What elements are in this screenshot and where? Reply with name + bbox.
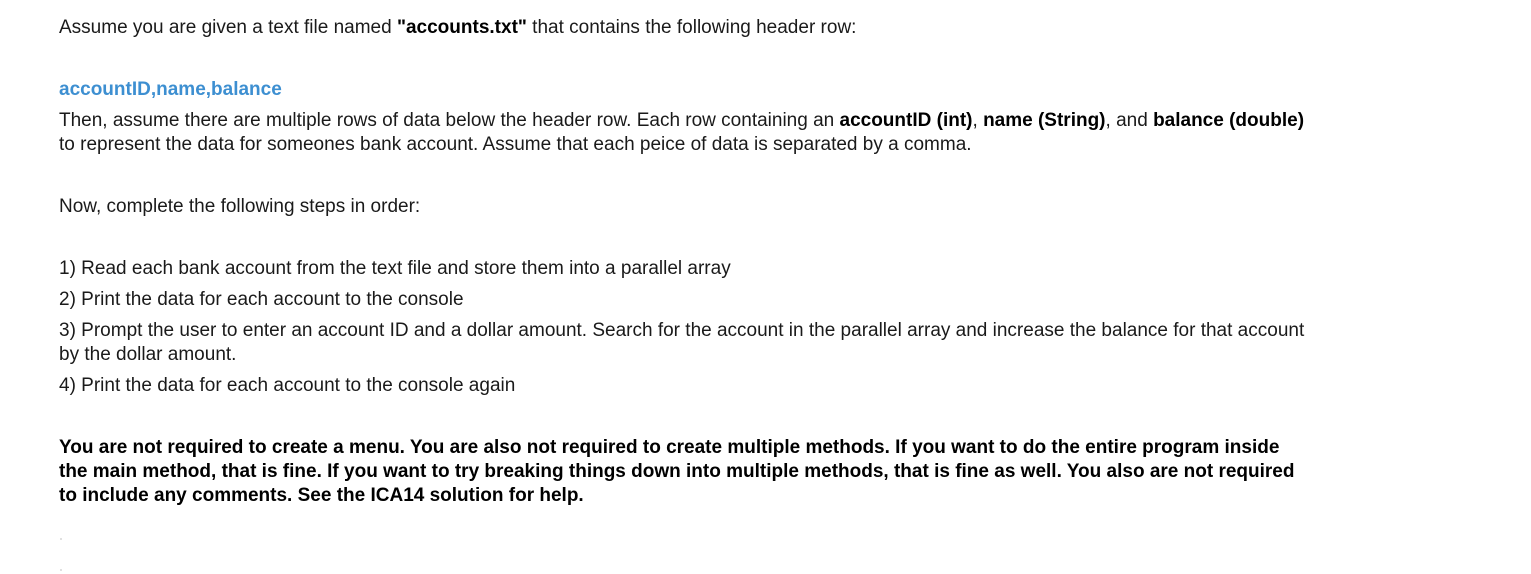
- description-paragraph: [59, 109, 1309, 157]
- desc-field-accountid: accountID (int): [839, 110, 973, 131]
- desc-part1: Then, assume there are multiple rows of data below the header row. Each row containing an: [59, 110, 840, 131]
- desc-part2: to represent the data for someones bank account. Assume that each peice of data is separated by a comma.: [59, 134, 972, 155]
- faint-dot: [60, 538, 62, 540]
- desc-sep2: , and: [1105, 110, 1154, 131]
- intro-before: Assume you are given a text file named: [59, 17, 397, 38]
- desc-field-balance: balance (double): [1153, 110, 1305, 131]
- steps-list: [59, 257, 1309, 398]
- intro-filename: "accounts.txt": [396, 17, 527, 38]
- step-item: 1) Read each bank account from the text file and store them into a parallel array: [59, 258, 731, 279]
- intro-paragraph: [59, 16, 1309, 40]
- desc-sep1: ,: [972, 110, 984, 131]
- header-row-text: accountID,name,balance: [59, 79, 282, 100]
- faint-dot: [60, 569, 62, 571]
- assignment-content: [59, 16, 1309, 508]
- note-paragraph: You are not required to create a menu. You are also not required to create multiple methods. If you want to do the entire program inside the main method, that is fine. If you want to try breaking things down into multiple methods, that is fine as well. You also are not required to include any comments. See the ICA14 solution for help.: [59, 437, 1295, 506]
- now-text: Now, complete the following steps in order:: [59, 196, 421, 217]
- desc-field-name: name (String): [983, 110, 1106, 131]
- step-item: 2) Print the data for each account to the console: [59, 289, 464, 310]
- step-item: 3) Prompt the user to enter an account ID and a dollar amount. Search for the account in the parallel array and increase the balance for that account by the dollar amount.: [59, 320, 1305, 365]
- step-item: 4) Print the data for each account to the console again: [59, 375, 516, 396]
- intro-after: that contains the following header row:: [526, 17, 857, 38]
